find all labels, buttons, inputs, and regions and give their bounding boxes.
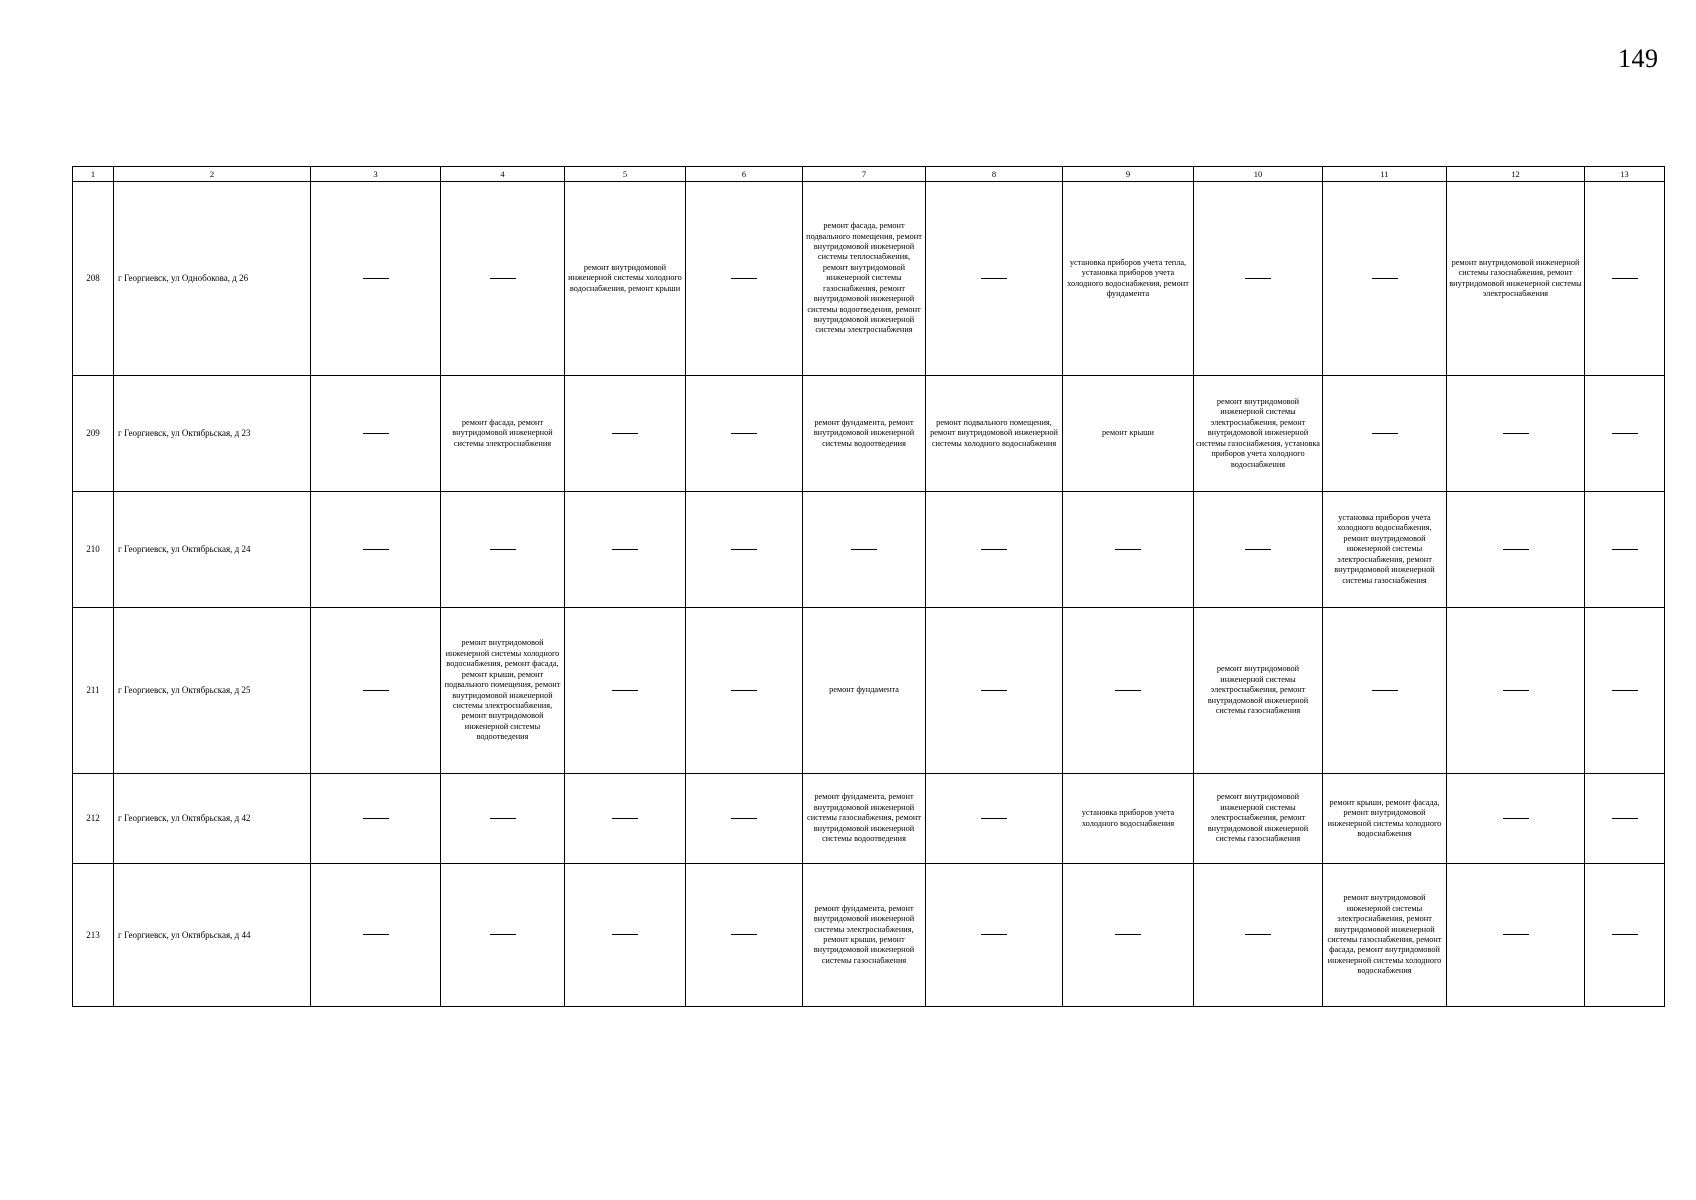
empty-cell — [1585, 608, 1665, 774]
work-cell — [1194, 376, 1323, 492]
work-description: ремонт фундамента, ремонт внутридомовой инженерной системы водоотведения — [813, 417, 915, 448]
column-header: 2 — [114, 167, 311, 182]
empty-cell — [565, 376, 686, 492]
dash-mark — [363, 818, 389, 819]
work-cell — [1323, 492, 1447, 608]
work-cell — [441, 608, 565, 774]
dash-mark — [1503, 818, 1529, 819]
dash-mark — [981, 278, 1007, 279]
work-description: ремонт крыши, ремонт фасада, ремонт внутридомовой инженерной системы холодного водоснабжения — [1327, 797, 1442, 838]
empty-cell — [1194, 492, 1323, 608]
dash-mark — [363, 433, 389, 434]
address-cell: г Георгиевск, ул Октябрьская, д 23 — [114, 376, 311, 492]
dash-mark — [1115, 549, 1141, 550]
row-number: 212 — [73, 774, 114, 864]
dash-mark — [1503, 690, 1529, 691]
dash-mark — [363, 690, 389, 691]
work-cell — [1323, 864, 1447, 1007]
dash-mark — [1245, 549, 1271, 550]
row-number: 210 — [73, 492, 114, 608]
dash-mark — [612, 549, 638, 550]
dash-mark — [1612, 690, 1638, 691]
empty-cell — [311, 492, 441, 608]
work-cell — [926, 376, 1063, 492]
dash-mark — [490, 818, 516, 819]
work-cell — [1063, 376, 1194, 492]
empty-cell — [1447, 608, 1585, 774]
dash-mark — [1612, 934, 1638, 935]
empty-cell — [1063, 608, 1194, 774]
empty-cell — [441, 864, 565, 1007]
empty-cell — [926, 774, 1063, 864]
dash-mark — [490, 549, 516, 550]
empty-cell — [686, 774, 803, 864]
dash-mark — [612, 818, 638, 819]
dash-mark — [731, 433, 757, 434]
empty-cell — [1323, 376, 1447, 492]
work-description: ремонт фундамента, ремонт внутридомовой инженерной системы электроснабжения, ремонт крыши, ремонт внутридомовой инженерной системы газоснабжения — [813, 903, 915, 965]
column-header: 11 — [1323, 167, 1447, 182]
empty-cell — [565, 492, 686, 608]
column-header: 9 — [1063, 167, 1194, 182]
empty-cell — [1585, 376, 1665, 492]
empty-cell — [686, 182, 803, 376]
work-cell — [1323, 774, 1447, 864]
empty-cell — [686, 864, 803, 1007]
empty-cell — [1585, 492, 1665, 608]
dash-mark — [1115, 934, 1141, 935]
table-body — [73, 182, 1665, 1007]
column-header: 8 — [926, 167, 1063, 182]
empty-cell — [803, 492, 926, 608]
table-row — [73, 182, 1665, 376]
empty-cell — [1447, 376, 1585, 492]
address-cell: г Георгиевск, ул Однобокова, д 26 — [114, 182, 311, 376]
empty-cell — [1585, 182, 1665, 376]
empty-cell — [926, 492, 1063, 608]
work-cell — [441, 376, 565, 492]
work-cell — [1063, 182, 1194, 376]
page-number: 149 — [1618, 44, 1659, 73]
table-row — [73, 376, 1665, 492]
work-cell — [1063, 774, 1194, 864]
empty-cell — [926, 182, 1063, 376]
address-cell: г Георгиевск, ул Октябрьская, д 25 — [114, 608, 311, 774]
empty-cell — [686, 376, 803, 492]
empty-cell — [565, 864, 686, 1007]
row-number: 213 — [73, 864, 114, 1007]
work-description: ремонт внутридомовой инженерной системы газоснабжения, ремонт внутридомовой инженерной системы электроснабжения — [1449, 257, 1582, 298]
work-cell — [803, 182, 926, 376]
work-description: ремонт внутридомовой инженерной системы электроснабжения, ремонт внутридомовой инженерной системы газоснабжения — [1207, 664, 1309, 716]
dash-mark — [731, 549, 757, 550]
dash-mark — [363, 278, 389, 279]
empty-cell — [311, 182, 441, 376]
work-description: установка приборов учета тепла, установка приборов учета холодного водоснабжения, ремонт фундамента — [1067, 257, 1189, 298]
empty-cell — [1447, 774, 1585, 864]
column-header: 4 — [441, 167, 565, 182]
column-header: 10 — [1194, 167, 1323, 182]
work-description: ремонт крыши — [1102, 428, 1154, 438]
dash-mark — [1612, 549, 1638, 550]
column-header: 13 — [1585, 167, 1665, 182]
work-cell — [803, 864, 926, 1007]
address-cell: г Георгиевск, ул Октябрьская, д 24 — [114, 492, 311, 608]
column-header: 3 — [311, 167, 441, 182]
dash-mark — [490, 934, 516, 935]
dash-mark — [1612, 278, 1638, 279]
dash-mark — [612, 690, 638, 691]
column-header: 6 — [686, 167, 803, 182]
dash-mark — [851, 549, 877, 550]
dash-mark — [1612, 433, 1638, 434]
work-description: ремонт внутридомовой инженерной системы холодного водоснабжения, ремонт крыши — [568, 262, 682, 293]
work-description: ремонт внутридомовой инженерной системы холодного водоснабжения, ремонт фасада, ремонт крыши, ремонт подвального помещения, ремонт внутридомовой инженерной системы электроснабжения, ремонт внутридомовой инженерной системы водоотведения — [444, 638, 561, 742]
dash-mark — [1503, 934, 1529, 935]
empty-cell — [1194, 182, 1323, 376]
empty-cell — [311, 608, 441, 774]
work-description: ремонт внутридомовой инженерной системы электроснабжения, ремонт внутридомовой инженерной системы газоснабжения, ремонт фасада, ремонт внутридомовой инженерной системы холодного водоснабжения — [1327, 893, 1442, 976]
empty-cell — [686, 608, 803, 774]
work-description: ремонт фасада, ремонт внутридомовой инженерной системы электроснабжения — [452, 417, 553, 448]
address-cell: г Георгиевск, ул Октябрьская, д 42 — [114, 774, 311, 864]
empty-cell — [565, 774, 686, 864]
dash-mark — [1372, 433, 1398, 434]
dash-mark — [731, 818, 757, 819]
work-cell — [803, 608, 926, 774]
dash-mark — [1372, 690, 1398, 691]
dash-mark — [490, 278, 516, 279]
dash-mark — [1612, 818, 1638, 819]
empty-cell — [1063, 864, 1194, 1007]
dash-mark — [363, 934, 389, 935]
empty-cell — [441, 182, 565, 376]
row-number: 208 — [73, 182, 114, 376]
column-header: 5 — [565, 167, 686, 182]
dash-mark — [1245, 278, 1271, 279]
column-header: 12 — [1447, 167, 1585, 182]
dash-mark — [1503, 549, 1529, 550]
empty-cell — [311, 376, 441, 492]
empty-cell — [686, 492, 803, 608]
empty-cell — [1323, 608, 1447, 774]
empty-cell — [1063, 492, 1194, 608]
work-description: ремонт фундамента, ремонт внутридомовой инженерной системы газоснабжения, ремонт внутридомовой инженерной системы водоотведения — [807, 792, 921, 844]
empty-cell — [441, 774, 565, 864]
row-number: 209 — [73, 376, 114, 492]
column-number-row — [73, 167, 1665, 182]
work-description: ремонт фасада, ремонт подвального помещения, ремонт внутридомовой инженерной системы теплоснабжения, ремонт внутридомовой инженерной системы газоснабжения, ремонт внутридомовой инженерной системы водоотведения, ремонт внутридомовой инженерной системы электроснабжения — [806, 221, 922, 335]
empty-cell — [1323, 182, 1447, 376]
empty-cell — [441, 492, 565, 608]
table-row — [73, 864, 1665, 1007]
work-description: установка приборов учета холодного водоснабжения, ремонт внутридомовой инженерной системы электроснабжения, ремонт внутридомовой инженерной системы газоснабжения — [1334, 513, 1435, 585]
work-cell — [803, 774, 926, 864]
column-header: 1 — [73, 167, 114, 182]
work-description: ремонт внутридомовой инженерной системы электроснабжения, ремонт внутридомовой инженерной системы газоснабжения — [1207, 792, 1309, 844]
table-row — [73, 492, 1665, 608]
dash-mark — [1372, 278, 1398, 279]
dash-mark — [1503, 433, 1529, 434]
dash-mark — [981, 690, 1007, 691]
work-cell — [1447, 182, 1585, 376]
column-header: 7 — [803, 167, 926, 182]
empty-cell — [926, 608, 1063, 774]
row-number: 211 — [73, 608, 114, 774]
empty-cell — [1194, 864, 1323, 1007]
work-description: ремонт фундамента — [829, 685, 899, 695]
empty-cell — [1447, 864, 1585, 1007]
repair-schedule-table — [72, 166, 1665, 1007]
empty-cell — [311, 864, 441, 1007]
work-description: установка приборов учета холодного водоснабжения — [1081, 808, 1175, 828]
work-cell — [1194, 774, 1323, 864]
empty-cell — [565, 608, 686, 774]
dash-mark — [731, 278, 757, 279]
empty-cell — [311, 774, 441, 864]
table-row — [73, 774, 1665, 864]
work-cell — [565, 182, 686, 376]
dash-mark — [981, 549, 1007, 550]
address-cell: г Георгиевск, ул Октябрьская, д 44 — [114, 864, 311, 1007]
dash-mark — [1245, 934, 1271, 935]
dash-mark — [731, 934, 757, 935]
table-row — [73, 608, 1665, 774]
dash-mark — [612, 433, 638, 434]
dash-mark — [981, 934, 1007, 935]
empty-cell — [1447, 492, 1585, 608]
empty-cell — [926, 864, 1063, 1007]
dash-mark — [731, 690, 757, 691]
dash-mark — [1115, 690, 1141, 691]
dash-mark — [612, 934, 638, 935]
dash-mark — [363, 549, 389, 550]
empty-cell — [1585, 864, 1665, 1007]
empty-cell — [1585, 774, 1665, 864]
work-cell — [803, 376, 926, 492]
work-description: ремонт подвального помещения, ремонт внутридомовой инженерной системы холодного водоснабжения — [930, 417, 1058, 448]
work-description: ремонт внутридомовой инженерной системы электроснабжения, ремонт внутридомовой инженерной системы газоснабжения, установка приборов учета холодного водоснабжения — [1196, 397, 1320, 469]
work-cell — [1194, 608, 1323, 774]
dash-mark — [981, 818, 1007, 819]
